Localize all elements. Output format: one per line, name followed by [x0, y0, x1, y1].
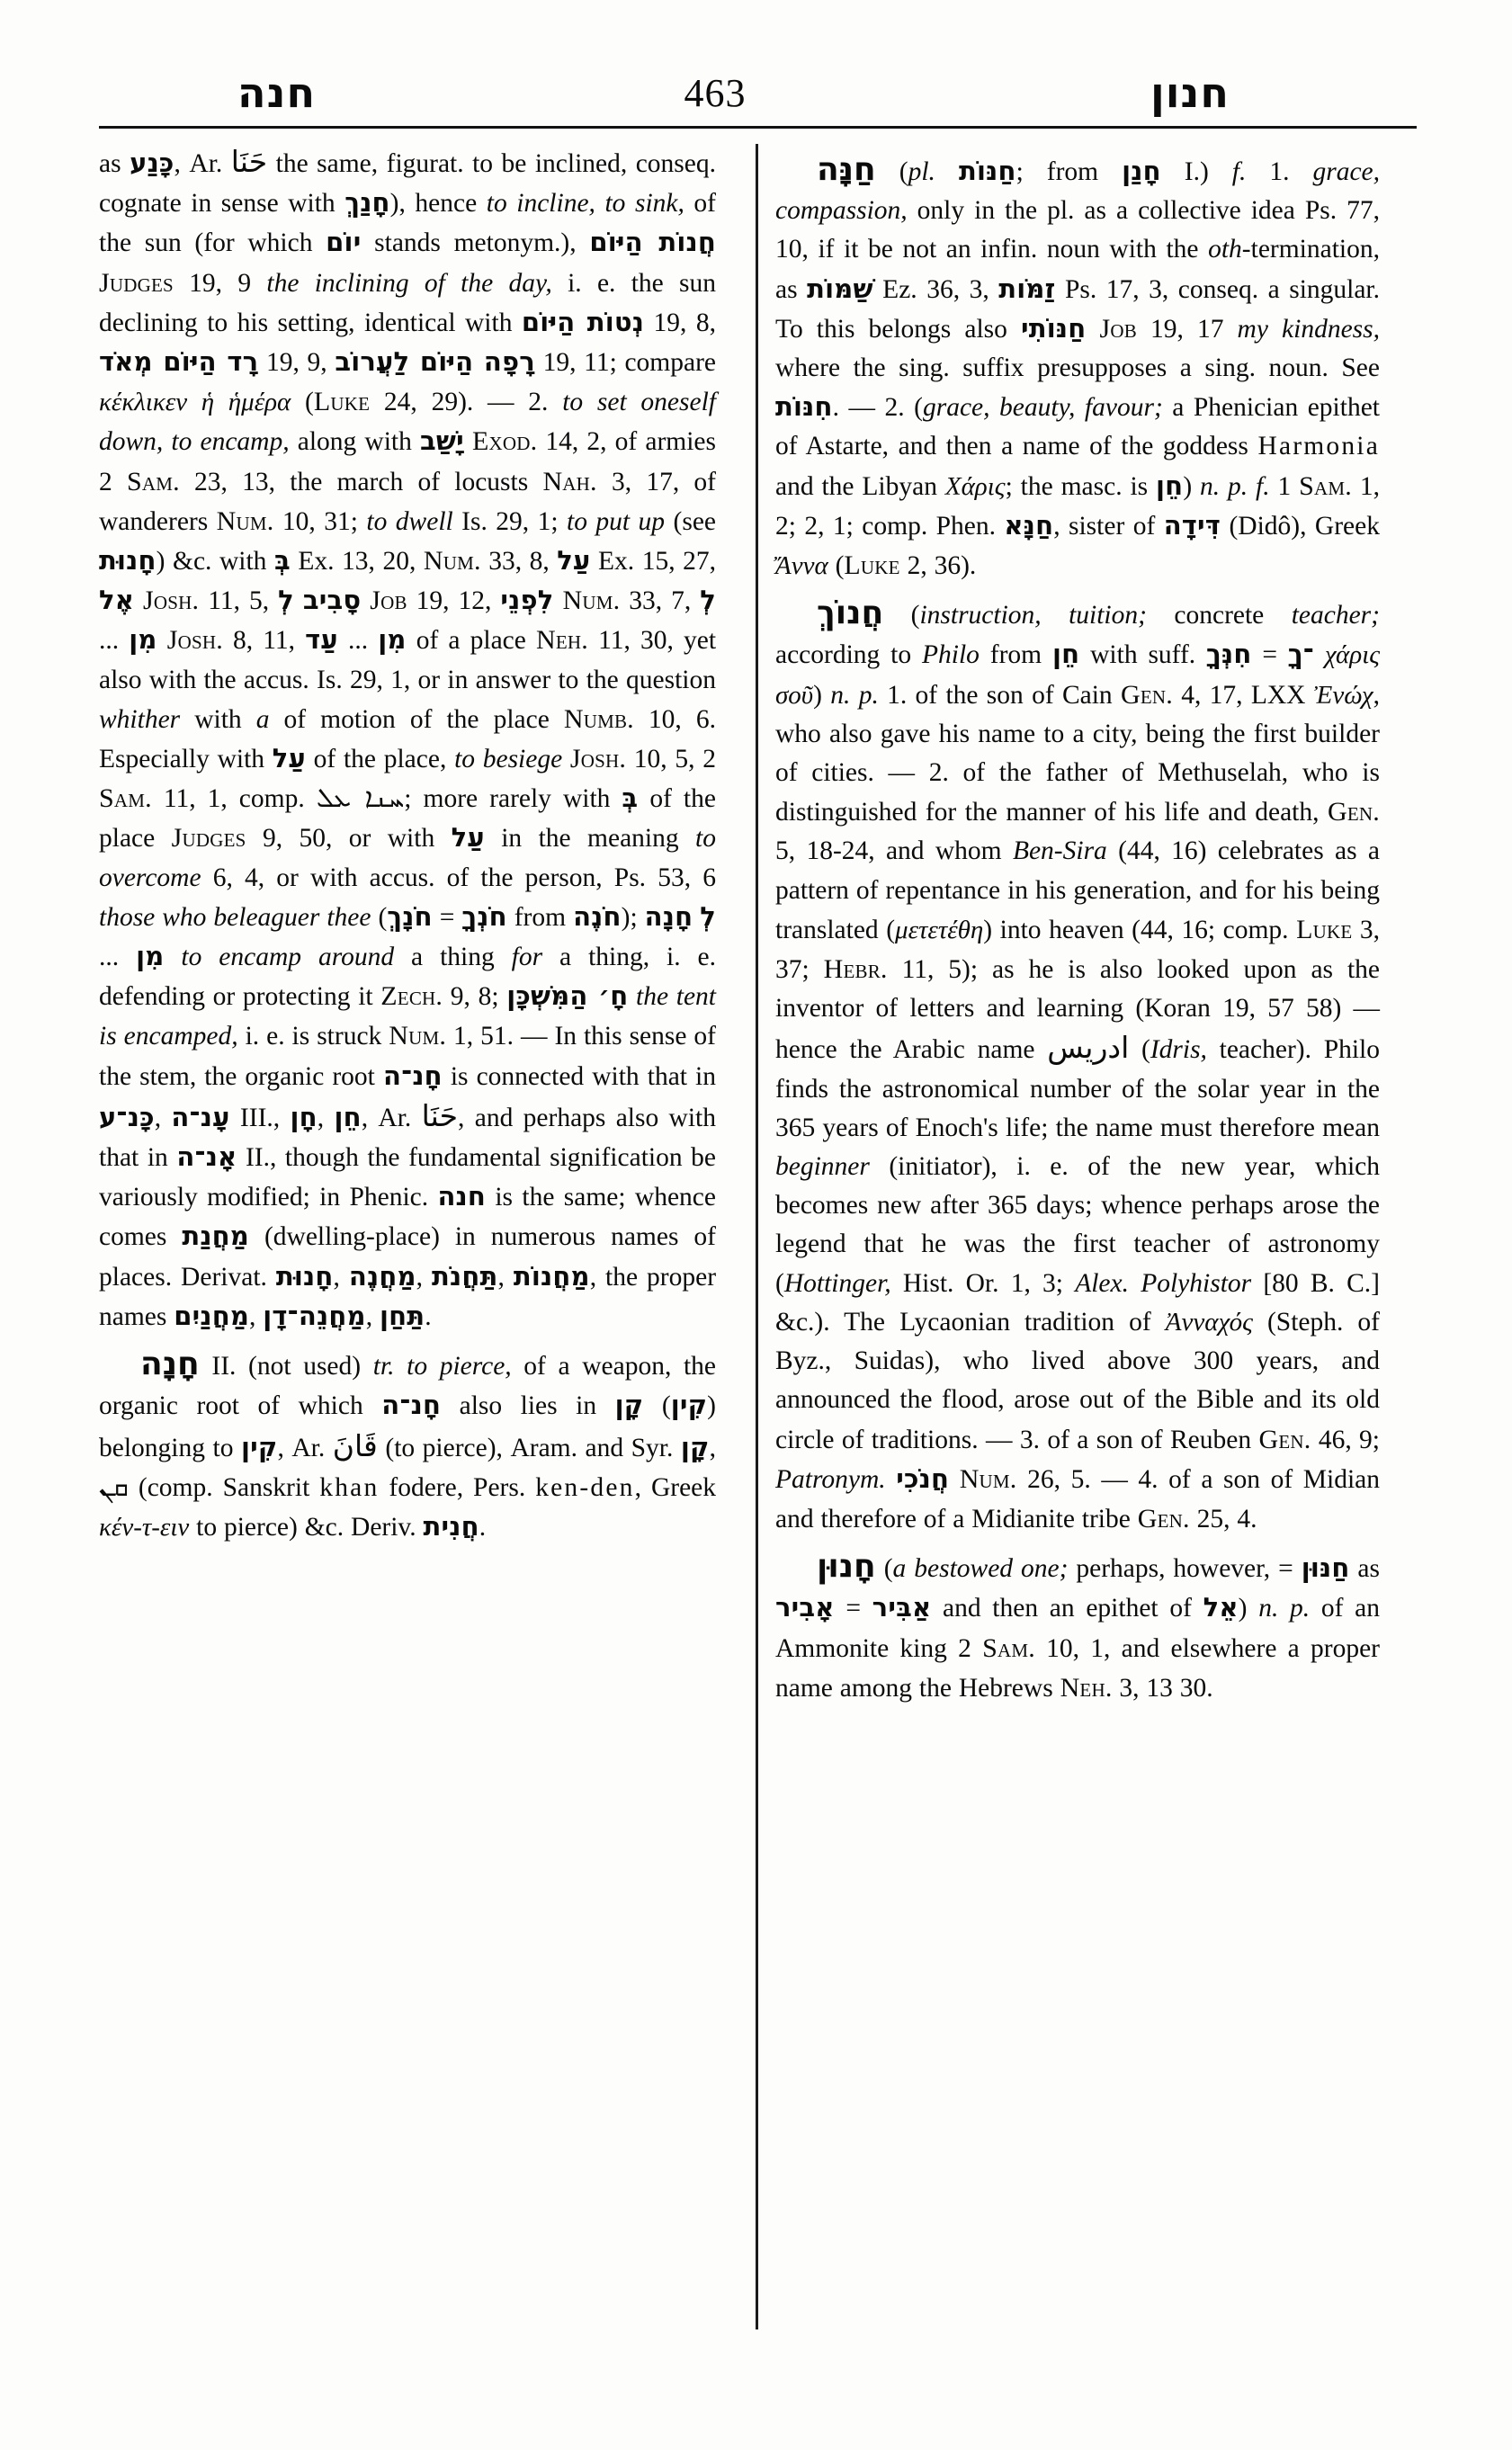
heb-run: דִּידָה [1163, 509, 1221, 541]
sc-run: Luke [844, 550, 900, 581]
heb-run: עַד [305, 624, 338, 656]
ar-run: حَنَا [230, 144, 268, 179]
sc-run: Judges [171, 823, 246, 854]
heb-run: בְּ [273, 545, 291, 577]
sc-run: Num. [216, 505, 274, 536]
heb-run: קִין [241, 1431, 278, 1462]
sc-run: Gen. [1328, 797, 1380, 827]
heb-run: חֹנֶה [573, 900, 622, 932]
heb-run: מַחֲנֶה [348, 1260, 416, 1292]
sc-run: Zech. [380, 981, 443, 1012]
heb-run: חֲנִית [423, 1510, 479, 1542]
heb-run: אֶל [99, 585, 135, 616]
gr-run: μετετέθη [895, 915, 984, 944]
sc-run: Num. [562, 586, 621, 616]
heb-run: בְּ [622, 782, 639, 814]
spaced-run: khan [319, 1472, 380, 1502]
sc-run: Job [1099, 313, 1137, 344]
syr-run: ܩܢ [99, 1471, 129, 1503]
it-run: n. p. [1258, 1594, 1311, 1623]
it-run: oth [1208, 235, 1242, 264]
heb-run: חִנְּךָ [1206, 639, 1252, 670]
it-run: grace, compassion, [775, 157, 1381, 226]
sc-run: Exod. [471, 426, 538, 457]
heb-run: עָנ־ה [171, 1101, 230, 1132]
heb-run: לְ [278, 585, 294, 616]
heb-run: אָבִיר [775, 1592, 835, 1623]
it-run: beginner [775, 1152, 870, 1182]
heb-run: חָנ־ה [381, 1390, 442, 1421]
page-number: 463 [684, 71, 747, 115]
heb-run: חנה [437, 1181, 487, 1212]
heb-run: חָ׳ הַמִּשְׁכָּן [506, 980, 629, 1012]
heb-run: קִין [670, 1390, 708, 1421]
sc-run: Hebr. [823, 954, 888, 985]
heb-run: מַחֲנוֹת [513, 1260, 590, 1292]
it-run: tr. to pierce, [372, 1352, 512, 1381]
it-run: to incline, to sink, [486, 189, 684, 219]
it-run: to encamp around [181, 943, 395, 972]
heb-run: חַנּוֹת [958, 156, 1016, 186]
heb-run: חָן [290, 1101, 318, 1132]
heb-run: חָנ־ה [382, 1060, 443, 1091]
heb-run: לְ [700, 900, 716, 932]
it-run: a bestowed one; [892, 1554, 1069, 1584]
gr-run: κέκλικεν ἡ ἡμέρα [99, 388, 291, 417]
sc-run: Gen. [1137, 1503, 1190, 1533]
sc-run: Sam. [126, 466, 180, 496]
heb-run: יָשַׁב [420, 425, 464, 457]
it-run: to set oneself down, to encamp, [99, 388, 716, 457]
it-run: my kindness, [1237, 314, 1381, 344]
sc-run: Sam. [982, 1632, 1035, 1663]
heb-run: תַּחֲנֹת [432, 1260, 498, 1292]
heb-run: מִן [378, 624, 407, 656]
heb-run: חֹנָךְ [387, 900, 433, 932]
sc-run: Neh. [1060, 1672, 1113, 1703]
ar-run: حَنَا [421, 1097, 459, 1133]
it-run: n. p. f. [1200, 471, 1270, 501]
gr-run: Ἄννα [775, 551, 828, 581]
ar-run: ادريس [1047, 1030, 1130, 1066]
heb-run: אַבִּיר [872, 1592, 932, 1623]
sc-run: Gen. [1120, 679, 1173, 710]
heb-run: חֵן [1051, 639, 1080, 670]
sc-run: Josh. [569, 744, 627, 774]
spaced-run: Harmonia [1257, 432, 1380, 461]
header-rule [99, 126, 1417, 129]
it-run: whither [99, 704, 181, 734]
sc-run: Sam. [99, 783, 152, 814]
heb-run: מִן [129, 624, 157, 656]
sc-run: Josh. [143, 586, 200, 616]
heb-run: קָן [680, 1431, 710, 1462]
heb-run: מַחֲנַת [182, 1221, 249, 1252]
it-run: n. p. [830, 680, 879, 710]
heb-run: סָבִיב [302, 585, 362, 616]
heb-run: חָנַךְ [344, 187, 390, 219]
gr-run: χάρις σοῦ [775, 640, 1381, 710]
left-column [99, 142, 739, 2346]
hebbig-run: חָנָה [140, 1346, 200, 1383]
entry-chinnah: חַנָּה (pl. חַנּוֹת; from חָנַן I.) f. 1. grace, compassion, only in the pl. as a collective idea Ps. 77, 10, if it be not an infin. noun with the oth-termination, as שַׁמּוֹת Ez. 36, 3, זַמֹּות Ps. 17, 3, conseq. a singular. To this belongs also חַנּוֹתִי Job 19, 17 my kindness, where the sing. suffix presupposes a sing. noun. See חִנּוֹת. — 2. (grace, beauty, favour; a Phenician epithet of Astarte, and then a name of the goddess Harmonia and the Libyan Χάρις; the masc. is חֵן) n. p. f. 1 Sam. 1, 2; 2, 1; comp. Phen. חַנָּא, sister of דִּידָה (Didô), Greek Ἄννα (Luke 2, 36). [775, 151, 1381, 581]
it-run: to put up [567, 506, 666, 536]
heb-run: עַל [451, 822, 485, 854]
sc-run: Gen. [1258, 1424, 1311, 1454]
entry-chanokh: חֲנוֹךְ (instruction, tuition; concrete teacher; according to Philo from חֵן with suff. חִנְּךָ = ־ךָ χάρις σοῦ) n. p. 1. of the son of Cain Gen. 4, 17, LXX Ἐνώχ, who also gave his name to a city, being the first builder of cities. — 2. of the father of Methuselah, who is distinguished for the manner of his life and death, Gen. 5, 18-24, and whom Ben-Sira (44, 16) celebrates as a pattern of repentance in his generation, and for his being translated (μετετέθη) into heaven (44, 16; comp. Luke 3, 37; Hebr. 11, 5); as he is also looked upon as the inventor of letters and learning (Koran 19, 57 58) — hence the Arabic name ادريس (Idris, teacher). Philo finds the astronomical number of the solar year in the 365 years of Enoch's life; the name must therefore mean beginner (initiator), i. e. of the new year, which becomes new after 365 days; whence perhaps arose the legend that he was the first teacher of astronomy (Hottinger, Hist. Or. 1, 3; Alex. Polyhistor [80 B. C.] &c.). The Lycaonian tradition of Ἀνναχός (Steph. of Byz., Suidas), who lived above 300 years, and announced the flood, arose out of the Bible and its old circle of traditions. — 3. of a son of Reuben Gen. 46, 9; Patronym. חֲנֹכִי Num. 26, 5. — 4. of a son of Midian and therefore of a Midianite tribe Gen. 25, 4. [775, 595, 1381, 1533]
heb-run: חָנוּת [99, 545, 157, 577]
heb-run: חָנוּת [275, 1260, 334, 1292]
hebbig-run: חָנוּן [817, 1548, 876, 1586]
heb-run: קָן [614, 1390, 644, 1421]
heb-run: מַחֲנַיִם [174, 1300, 250, 1331]
sc-run: Job [370, 586, 407, 616]
sc-run: Luke [313, 387, 371, 417]
spaced-run: ken-den [535, 1472, 635, 1502]
heb-run: חֵן [1156, 469, 1184, 501]
heb-run: חִנּוֹת [775, 391, 833, 423]
it-run: Hottinger, [783, 1268, 891, 1298]
hebbig-run: חַנָּה [817, 151, 876, 188]
heb-run: מַחֲנֵה־דָן [263, 1300, 366, 1331]
entry-chanah-ii: חָנָה II. (not used) tr. to pierce, of a weapon, the organic root of which חָנ־ה also lies in קָן (קִין) belonging to קִין, Ar. قَانَ (to pierce), Aram. and Syr. קָן, ܩܢ (comp. Sanskrit khan fodere, Pers. ken-den, Greek κέν-τ-ειν to pierce) &c. Deriv. חֲנִית. [99, 1346, 717, 1542]
heb-run: שַׁמּוֹת [807, 273, 873, 304]
it-run: to dwell [366, 506, 453, 536]
it-run: the inclining of the day, [266, 268, 552, 298]
heb-run: אֵל [1203, 1592, 1239, 1623]
heb-run: זַמֹּות [998, 273, 1056, 304]
it-run: those who beleaguer thee [99, 902, 371, 932]
body-columns [99, 142, 1417, 2346]
it-run: Patronym. [775, 1464, 886, 1494]
it-run: for [511, 943, 543, 972]
heb-run: יוֹם [326, 227, 362, 258]
right-column [739, 142, 1380, 2346]
it-run: teacher; [1291, 601, 1380, 630]
gr-run: Χάρις [944, 471, 1006, 501]
gr-run: κέν-τ-ειν [99, 1512, 190, 1542]
heb-run: מִן [136, 941, 165, 972]
sc-run: Nah. [542, 466, 597, 496]
sc-run: Judges [99, 267, 174, 298]
it-run: Philo [921, 640, 980, 670]
it-run: to overcome [99, 824, 716, 892]
heb-run: חַנּוּן [1301, 1552, 1350, 1584]
gr-run: Ἐνώχ [1313, 680, 1373, 710]
heb-run: ־ךָ [1287, 639, 1315, 670]
heb-run: חַנּוֹתִי [1020, 312, 1087, 344]
heb-run: חָנַן [1122, 156, 1161, 186]
heb-run: חֹנְךָ [461, 900, 507, 932]
running-head-right-hebrew: חנון [1150, 68, 1230, 117]
sc-run: Num. [423, 546, 481, 577]
heb-run: רָד הַיּוֹם מְאֹד [99, 346, 259, 378]
heb-run: חֲנוֹת הַיּוֹם [589, 227, 716, 258]
heb-run: חֵן [334, 1101, 362, 1132]
heb-run: אָנ־ה [176, 1141, 237, 1173]
sc-run: Josh. [166, 625, 223, 656]
heb-run: תַּחַן [379, 1300, 425, 1331]
heb-run: חָנָה [644, 900, 693, 932]
it-run: f. [1231, 157, 1247, 186]
heb-run: נְטוֹת הַיּוֹם [521, 306, 645, 337]
sc-run: Numb. [563, 703, 634, 734]
heb-run: לִפְנֵי [500, 585, 554, 616]
heb-run: חֲנֹכִי [896, 1462, 950, 1494]
sc-run: Num. [389, 1021, 447, 1051]
heb-run: חַנָּא [1004, 509, 1054, 541]
ar-run: قَانَ [332, 1427, 378, 1463]
heb-run: כָּנַע [130, 148, 174, 178]
entry-chanun: חָנוּן (a bestowed one; perhaps, however, = חַנּוּן as אָבִיר = אַבִּיר and then an epithet of אֵל) n. p. of an Ammonite king 2 Sam. 10, 1, and elsewhere a proper name among the Hebrews Neh. 3, 13 30. [775, 1548, 1381, 1703]
it-run: pl. [908, 157, 935, 186]
heb-run: רָפָה הַיּוֹם לַעֲרוֹב [335, 346, 535, 378]
it-run: instruction, tuition; [919, 601, 1147, 630]
heb-run: עַל [557, 545, 591, 577]
it-run: Idris, [1150, 1035, 1207, 1065]
it-run: the tent is encamped, [99, 982, 716, 1051]
hebbig-run: חֲנוֹךְ [817, 595, 884, 632]
gr-run: Ἀνναχός [1165, 1307, 1253, 1337]
it-run: Ben-Sira [1012, 836, 1107, 866]
it-run: a [255, 704, 270, 734]
paragraph-chanah-i-continuation: as כָּנַע, Ar. حَنَا the same, figurat. to be inclined, conseq. cognate in sense with חָנַךְ), hence to incline, to sink, of the sun (for which יוֹם stands metonym.), חֲנוֹת הַיּוֹם Judges 19, 9 the inclining of the day, i. e. the sun declining to his setting, identical with נְטוֹת הַיּוֹם 19, 8, רָד הַיּוֹם מְאֹד 19, 9, רָפָה הַיּוֹם לַעֲרוֹב 19, 11; compare κέκλικεν ἡ ἡμέρα (Luke 24, 29). — 2. to set oneself down, to encamp, along with יָשַׁב Exod. 14, 2, of armies 2 Sam. 23, 13, the march of locusts Nah. 3, 17, of wanderers Num. 10, 31; to dwell Is. 29, 1; to put up (see חָנוּת) &c. with בְּ Ex. 13, 20, Num. 33, 8, עַל Ex. 15, 27, אֶל Josh. 11, 5, לְ סָבִיב Job 19, 12, לִפְנֵי Num. 33, 7, לְ ... מִן Josh. 8, 11, עַד ... מִן of a place Neh. 11, 30, yet also with the accus. Is. 29, 1, or in answer to the question whither with a of motion of the place Numb. 10, 6. Especially with עַל of the place, to besiege Josh. 10, 5, 2 Sam. 11, 1, comp. ܚܢܐ ܥܠ; more rarely with בְּ of the place Judges 9, 50, or with עַל in the meaning to overcome 6, 4, or with accus. of the person, Ps. 53, 6 those who beleaguer thee (חֹנָךְ = חֹנְךָ from חֹנֶה); חָנָה לְ ... מִן to encamp around a thing for a thing, i. e. defending or protecting it Zech. 9, 8; חָ׳ הַמִּשְׁכָּן the tent is encamped, i. e. is struck Num. 1, 51. — In this sense of the stem, the organic root חָנ־ה is connected with that in כָּנ־ע, עָנ־ה III., חָן, חֵן, Ar. حَنَا, and perhaps also with that in אָנ־ה II., though the fundamental signification be variously modified; in Phenic. חנה is the same; whence comes מַחֲנַת (dwelling-place) in numerous names of places. Derivat. חָנוּת, מַחֲנֶה, תַּחֲנֹת, מַחֲנוֹת, the proper names מַחֲנַיִם, מַחֲנֵה־דָן, תַּחַן. [99, 144, 717, 1331]
it-run: Alex. Polyhistor [1075, 1268, 1252, 1298]
sc-run: Neh. [536, 625, 588, 656]
syr-run: ܚܢܐ ܥܠ [316, 782, 405, 815]
running-head-left-hebrew: חנה [237, 68, 317, 117]
sc-run: Luke [1296, 914, 1353, 944]
it-run: to besiege [454, 745, 563, 774]
heb-run: כָּנ־ע [99, 1101, 155, 1132]
it-run: grace, beauty, favour; [922, 393, 1163, 423]
heb-run: עַל [272, 743, 306, 774]
sc-run: Num. [959, 1463, 1017, 1494]
sc-run: Sam. [1299, 470, 1352, 501]
running-head [94, 47, 1418, 117]
heb-run: לְ [700, 585, 716, 616]
